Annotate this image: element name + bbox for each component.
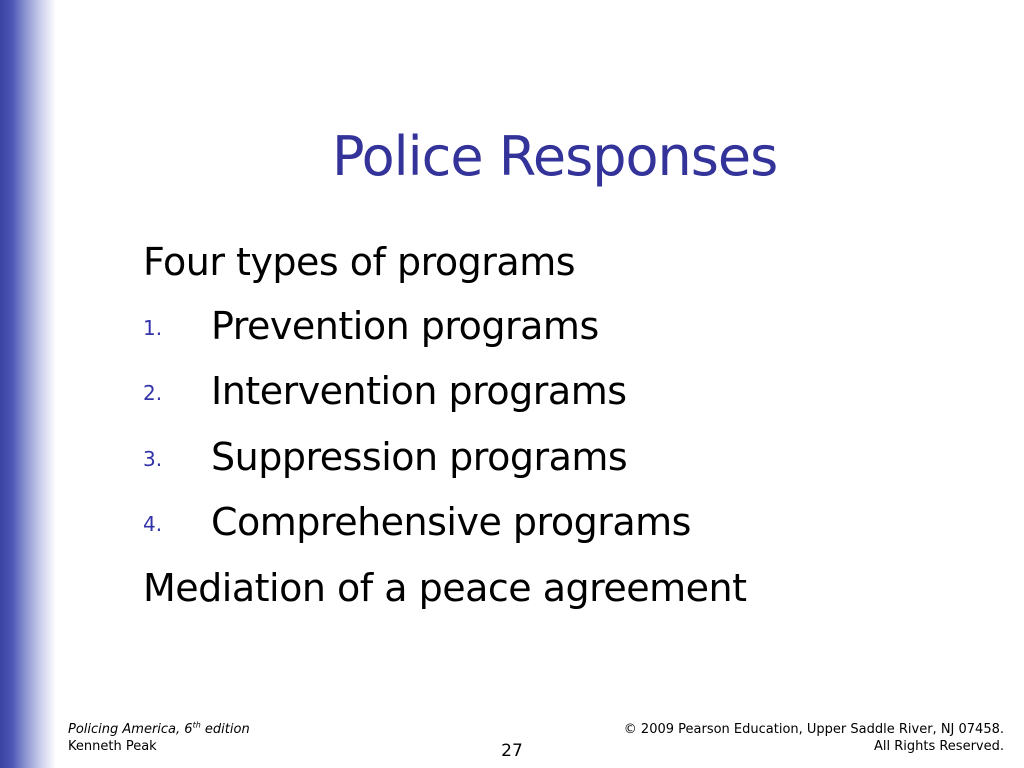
slide-title: Police Responses (332, 125, 778, 188)
intro-text: Four types of programs (143, 240, 576, 284)
side-gradient-bar (0, 0, 56, 768)
footer-book-info (68, 721, 250, 755)
list-item-text: Suppression programs (211, 435, 628, 479)
list-item-number: 2. (143, 381, 163, 405)
footer-book-title: Policing America, 6th edition (68, 720, 250, 737)
footer-author: Kenneth Peak (68, 739, 157, 754)
list-item-number: 3. (143, 447, 163, 471)
list-item-text: Prevention programs (211, 304, 599, 348)
list-item-text: Comprehensive programs (211, 500, 691, 544)
closing-text: Mediation of a peace agreement (143, 566, 747, 610)
page-number: 27 (501, 741, 523, 761)
list-item-number: 4. (143, 512, 163, 536)
footer-copyright: © 2009 Pearson Education, Upper Saddle River, NJ 07458. All Rights Reserved. (623, 722, 1004, 754)
list-item-number: 1. (143, 316, 163, 340)
list-item-text: Intervention programs (211, 369, 627, 413)
